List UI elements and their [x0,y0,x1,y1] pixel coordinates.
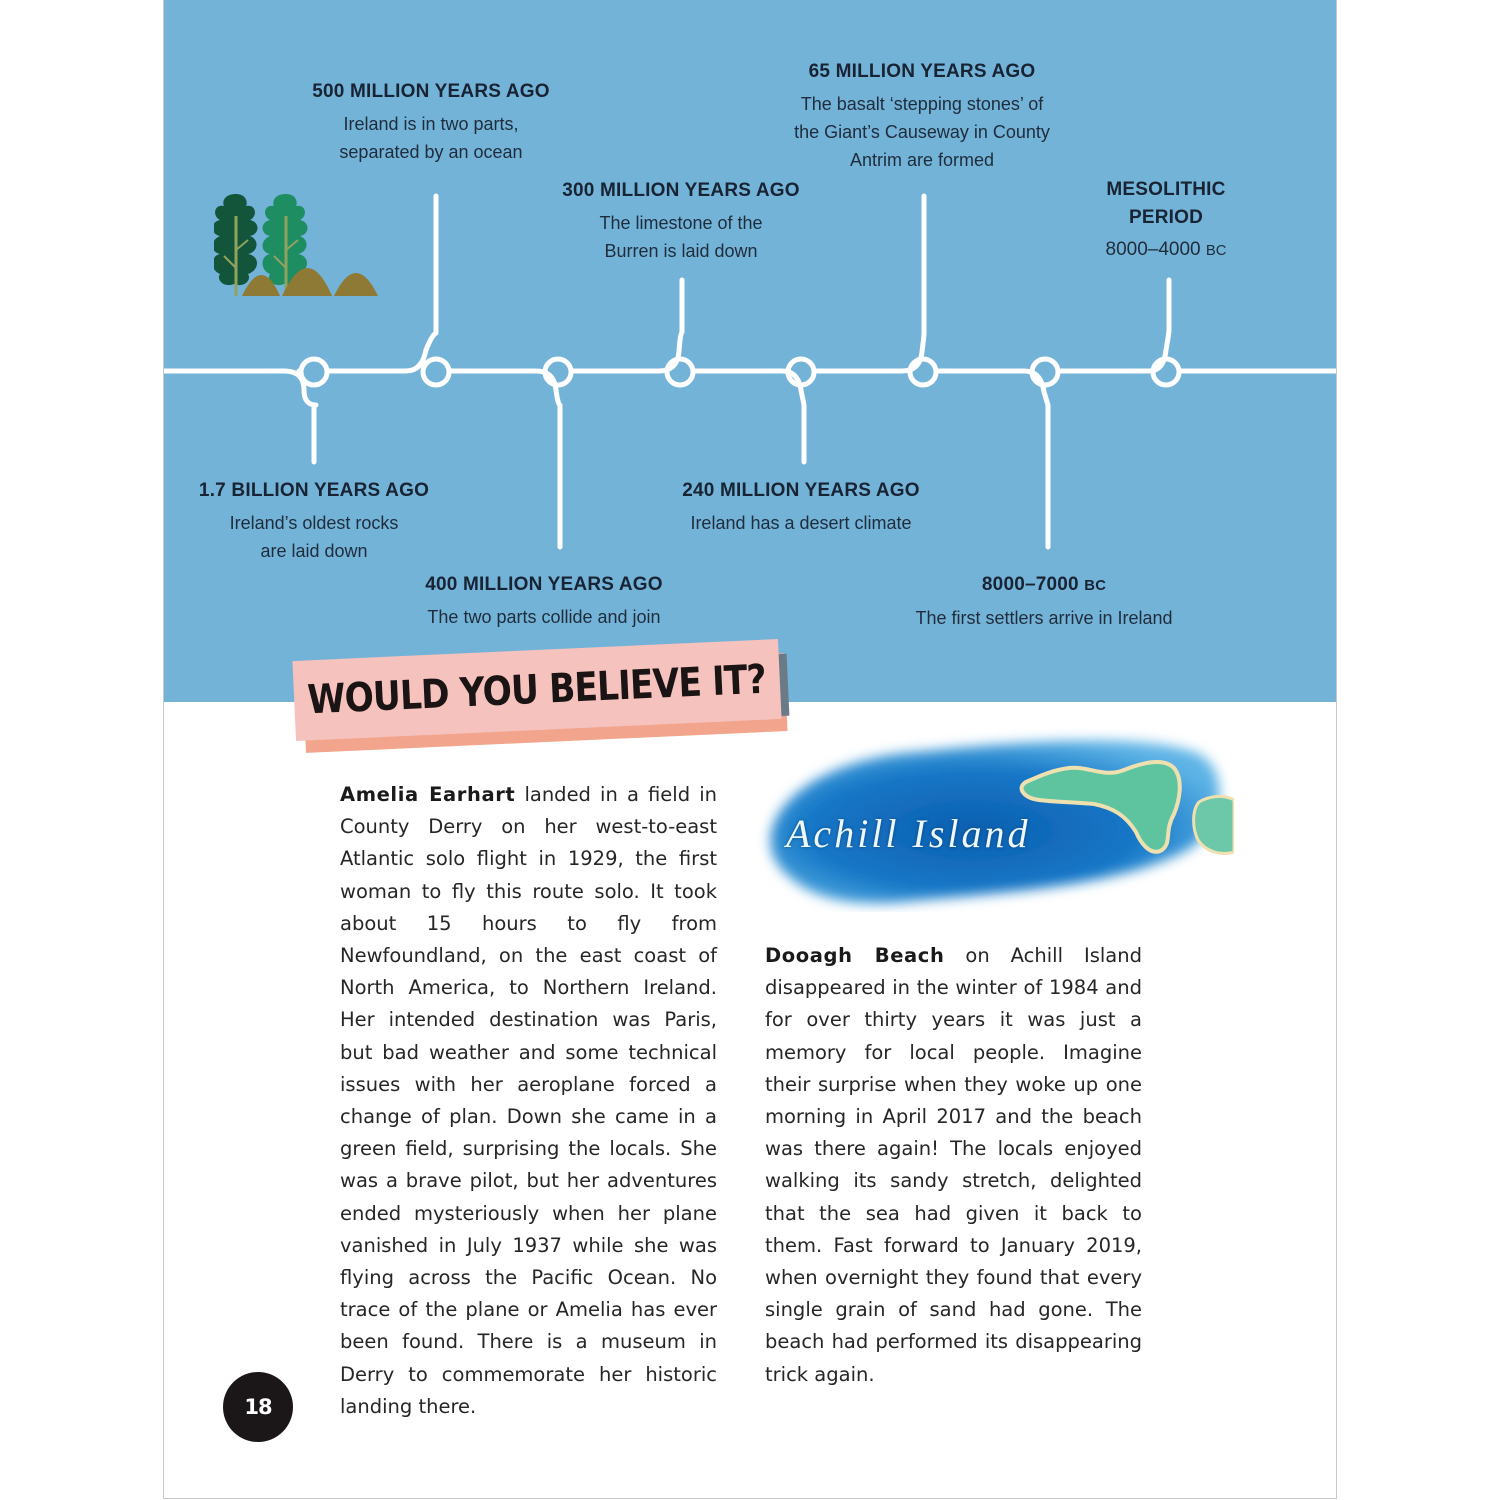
timeline-node [910,359,936,385]
timeline-event-1-7-billion [154,477,474,565]
desc-line: The two parts collide and join [427,607,661,627]
hills-icon [242,268,378,296]
event-description [384,603,704,631]
would-you-believe-it-banner [294,650,794,770]
island-label: Achill Island [786,811,1031,856]
mainland-shape [1194,796,1234,853]
trees-and-hills-illustration [214,188,389,303]
event-description [884,604,1204,632]
era-suffix: BC [1205,243,1227,259]
timeline-node [667,359,693,385]
timeline-event-300-million [521,177,841,265]
event-date-range [1006,236,1326,265]
era-suffix: BC [1084,578,1107,594]
event-title: 65 MILLION YEARS AGO [808,61,1036,82]
desc-line: The first settlers arrive in Ireland [915,608,1173,628]
timeline-event-8000-7000-bc [884,571,1204,632]
timeline-event-400-million [384,571,704,631]
timeline-event-500-million [271,78,591,166]
timeline-node [301,359,327,385]
timeline-event-65-million [762,58,1082,174]
title-line: MESOLITHIC [1106,179,1226,200]
event-title: 300 MILLION YEARS AGO [562,180,800,201]
timeline-event-mesolithic [1006,176,1326,265]
timeline-node [1153,359,1179,385]
event-date: 8000–4000 [1105,239,1206,260]
desc-line: Antrim are formed [849,150,995,170]
banner-title: WOULD YOU BELIEVE IT? [306,656,768,724]
event-description [154,509,474,565]
tree-icon [214,194,258,296]
event-description [762,90,1082,174]
event-title: 240 MILLION YEARS AGO [682,480,920,501]
event-title: 400 MILLION YEARS AGO [425,574,663,595]
achill-island-illustration [754,722,1234,912]
desc-line: The limestone of the [599,213,763,233]
page-number: 18 [244,1395,272,1419]
desc-line: Ireland’s oldest rocks [229,513,399,533]
desc-line: Burren is laid down [604,241,758,261]
event-description [271,110,591,166]
desc-line: Ireland is in two parts, [343,114,519,134]
book-page [163,0,1337,1499]
timeline-node [423,359,449,385]
event-description [521,209,841,265]
page-number-badge [223,1372,293,1442]
desc-line: Ireland has a desert climate [690,513,912,533]
article-body: landed in a field in County Derry on her west-to-east Atlantic solo flight in 1929, the first woman to fly this route solo. It took about 15 hours to fly from Newfoundland, on the east coast of North America, to Northern Ireland. Her intended destination was Paris, but bad weather and some technical issues with her aeroplane forced a change of plan. Down she came in a green field, surprising the locals. She was a brave pilot, but her adventures ended mysteriously when her plane vanished in July 1937 while she was flying across the Pacific Ocean. No trace of the plane or Amelia has ever been found. There is a museum in Derry to commemorate her historic landing there. [340,783,717,1418]
event-title [1006,176,1326,232]
article-body: on Achill Island disappeared in the winter of 1984 and for over thirty years it was just a memory for local people. Imagine their surprise when they woke up one morning in April 2017 and the beach was there again! The locals enjoyed walking its sandy stretch, delighted that the sea had given it back to them. Fast forward to January 2019, when overnight they found that every single grain of sand had gone. The beach had performed its disappearing trick again. [765,944,1142,1386]
desc-line: the Giant’s Causeway in County [794,122,1050,142]
desc-line: The basalt ‘stepping stones’ of [800,94,1044,114]
article-lead: Dooagh Beach [765,944,945,967]
event-description [641,509,961,537]
event-title [884,571,1204,600]
title-line: PERIOD [1128,207,1204,228]
desc-line: are laid down [260,541,368,561]
article-amelia-earhart [340,779,717,1423]
article-lead: Amelia Earhart [340,783,516,806]
event-title: 500 MILLION YEARS AGO [312,81,550,102]
article-dooagh-beach [765,940,1142,1391]
timeline-event-240-million [641,477,961,537]
desc-line: separated by an ocean [339,142,523,162]
event-title: 1.7 BILLION YEARS AGO [198,480,430,501]
event-date: 8000–7000 [981,574,1085,595]
timeline-section [164,0,1336,702]
